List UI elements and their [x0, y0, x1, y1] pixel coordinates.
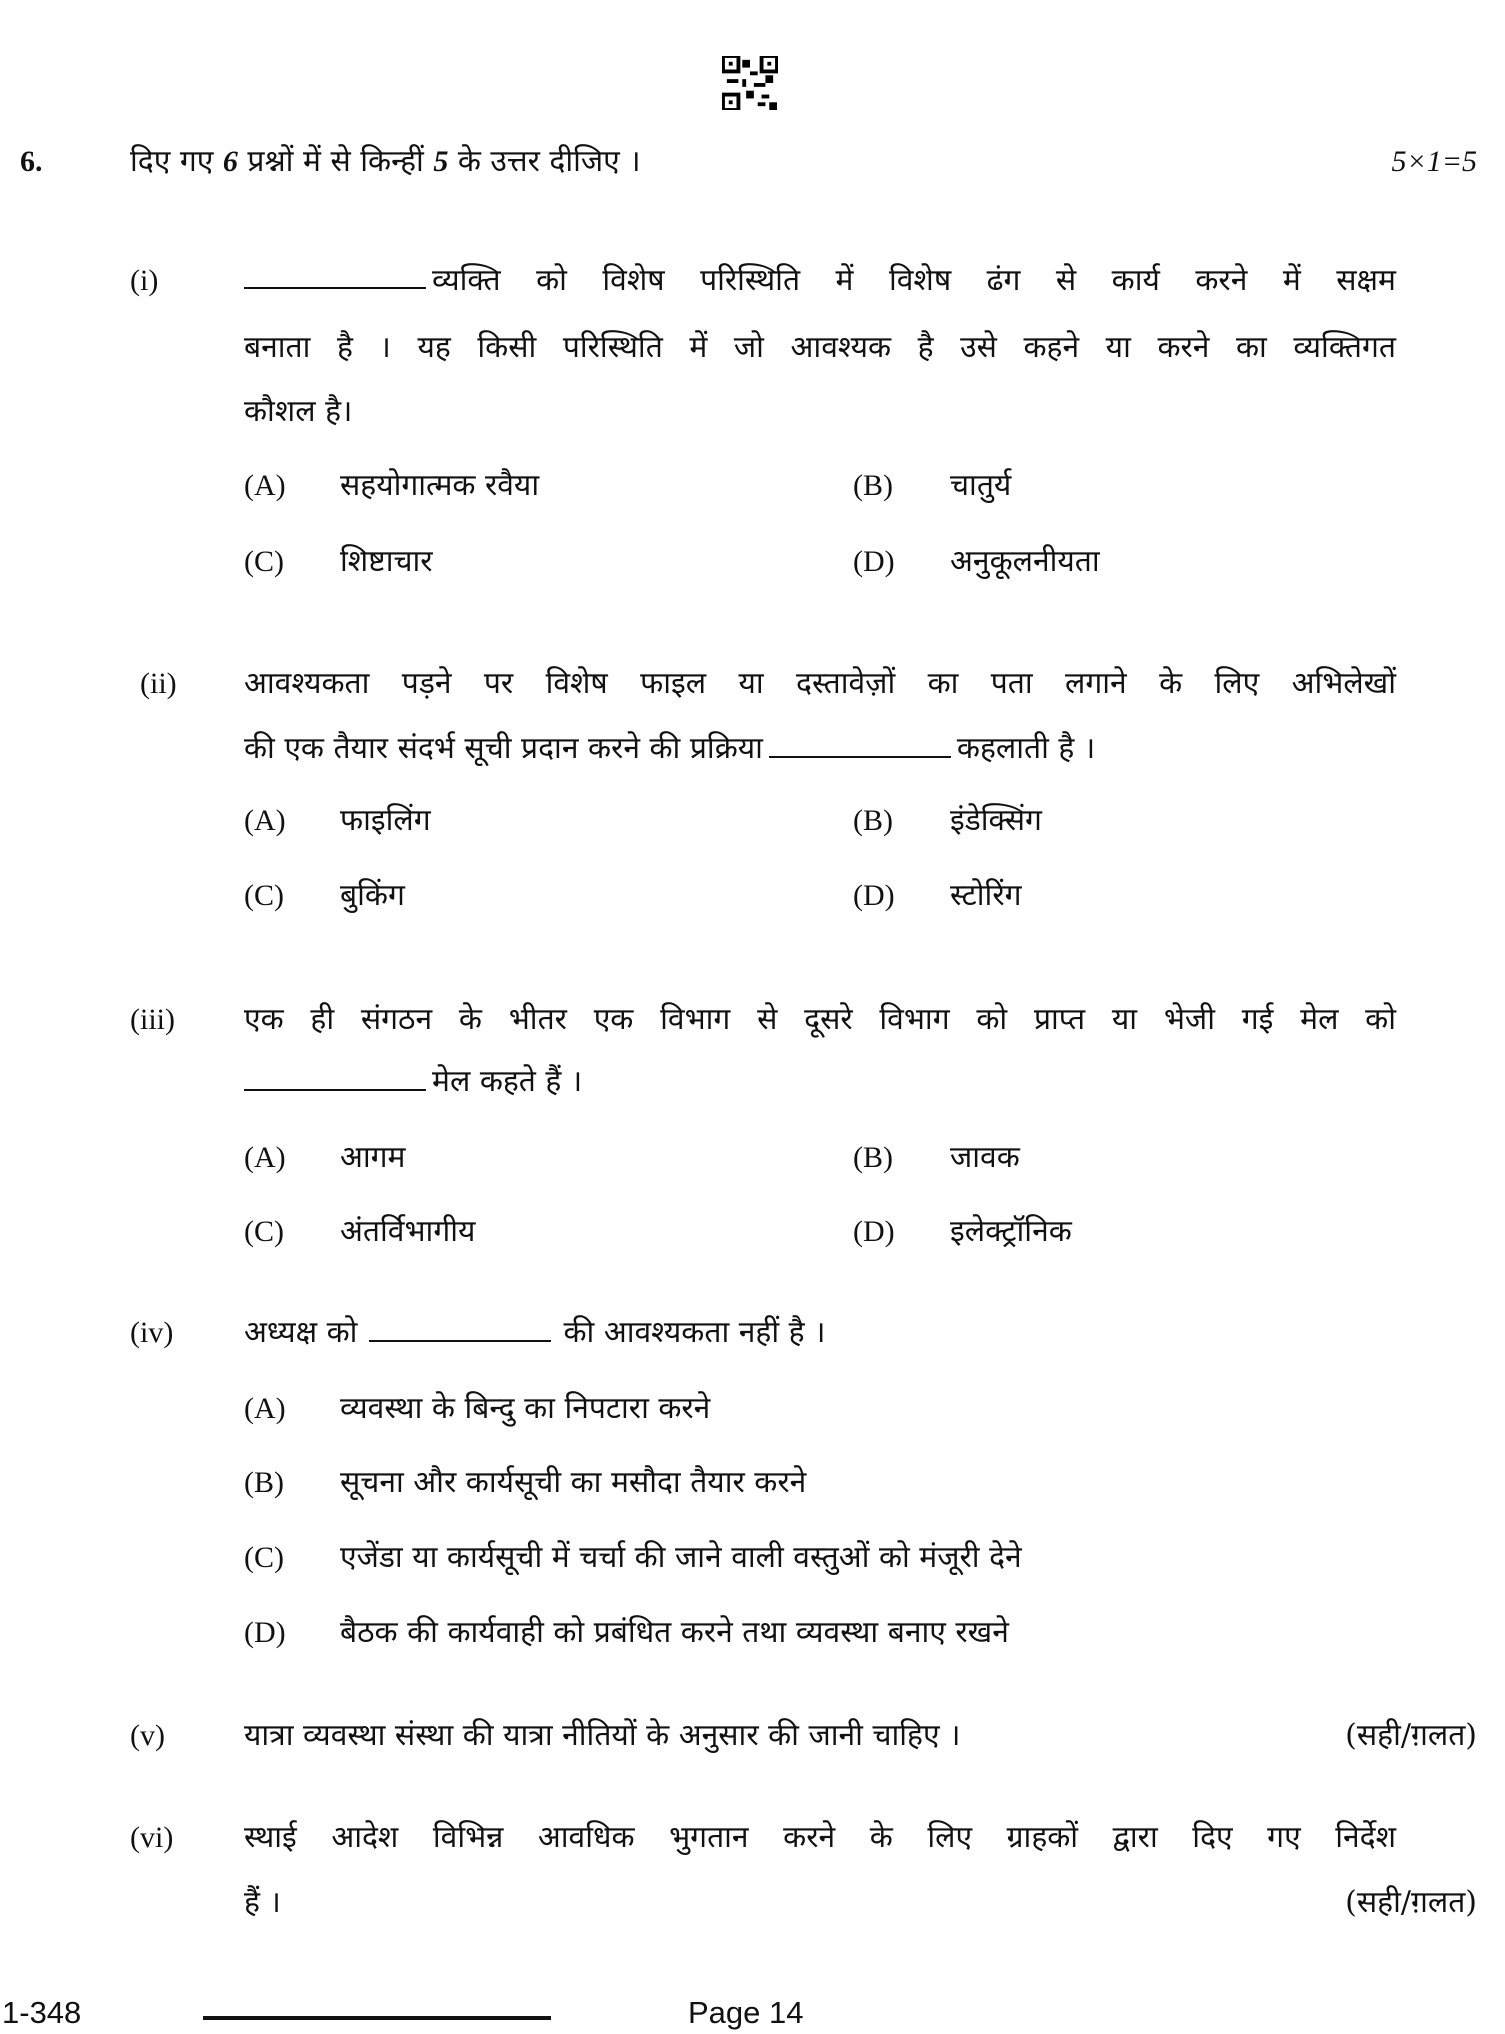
item-text-line — [244, 729, 1095, 769]
item-text: एक ही संगठन के भीतर एक विभाग से दूसरे विभाग को प्राप्त या भेजी गई मेल को — [244, 1002, 1396, 1037]
item-label: (i) — [130, 264, 159, 297]
instruction-text: दिए गए — [130, 144, 214, 179]
item-text: व्यक्ति को विशेष परिस्थिति में विशेष ढंग से कार्य करने में सक्षम — [432, 263, 1396, 298]
item-text-line — [244, 1313, 825, 1353]
option-key: (D) — [853, 545, 895, 578]
option-text: आगम — [340, 1140, 406, 1175]
question-instruction — [130, 142, 641, 182]
option-text: सूचना और कार्यसूची का मसौदा तैयार करने — [340, 1465, 807, 1500]
marks: 5×1=5 — [1391, 145, 1477, 178]
item-text: अध्यक्ष को — [244, 1315, 358, 1350]
option-text: अनुकूलनीयता — [950, 544, 1100, 579]
option-key: (A) — [244, 1141, 286, 1174]
item-label: (vi) — [130, 1821, 174, 1854]
option-text: चातुर्य — [950, 468, 1012, 503]
option-key: (B) — [244, 1466, 284, 1499]
option-key: (B) — [853, 804, 893, 837]
option-key: (D) — [853, 879, 895, 912]
qr-code-icon — [722, 56, 778, 110]
option-key: (C) — [244, 1215, 284, 1248]
option-text: फाइलिंग — [340, 803, 431, 838]
option-text: इंडेक्सिंग — [950, 803, 1042, 838]
true-false-hint: (सही/ग़लत) — [1345, 1718, 1477, 1753]
option-key: (C) — [244, 545, 284, 578]
answer-blank — [244, 261, 426, 289]
item-label: (iv) — [130, 1316, 174, 1349]
option-text: व्यवस्था के बिन्दु का निपटारा करने — [340, 1391, 711, 1426]
option-text: बैठक की कार्यवाही को प्रबंधित करने तथा व्यवस्था बनाए रखने — [340, 1615, 1009, 1650]
item-label: (ii) — [140, 667, 177, 700]
item-text: कौशल है। — [244, 394, 353, 429]
answer-blank — [769, 730, 951, 758]
option-key: (C) — [244, 1541, 284, 1574]
option-key: (C) — [244, 879, 284, 912]
footer-divider — [203, 2016, 551, 2020]
true-false-hint: (सही/ग़लत) — [1345, 1885, 1477, 1920]
option-key: (B) — [853, 469, 893, 502]
item-text: आवश्यकता पड़ने पर विशेष फाइल या दस्तावेज़ों का पता लगाने के लिए अभिलेखों — [244, 666, 1396, 701]
item-text: बनाता है । यह किसी परिस्थिति में जो आवश्यक है उसे कहने या करने का व्यक्तिगत — [244, 330, 1396, 365]
option-key: (D) — [853, 1215, 895, 1248]
item-text: मेल कहते हैं । — [432, 1064, 583, 1099]
item-text: की आवश्यकता नहीं है । — [563, 1315, 826, 1350]
option-key: (A) — [244, 469, 286, 502]
item-label: (iii) — [130, 1003, 175, 1036]
instruction-count-required: 5 — [433, 145, 449, 178]
instruction-count-total: 6 — [222, 145, 238, 178]
item-text: यात्रा व्यवस्था संस्था की यात्रा नीतियों के अनुसार की जानी चाहिए । — [244, 1718, 961, 1753]
answer-blank — [369, 1314, 551, 1342]
option-key: (A) — [244, 804, 286, 837]
item-text-line — [244, 261, 1396, 301]
item-text: की एक तैयार संदर्भ सूची प्रदान करने की प्रक्रिया — [244, 731, 763, 766]
item-text: हैं । — [244, 1885, 281, 1920]
option-text: स्टोरिंग — [950, 878, 1022, 913]
item-text: स्थाई आदेश विभिन्न आवधिक भुगतान करने के लिए ग्राहकों द्वारा दिए गए निर्देश — [244, 1820, 1396, 1855]
option-text: बुकिंग — [340, 878, 405, 913]
question-number: 6. — [20, 145, 43, 178]
item-label: (v) — [130, 1719, 165, 1752]
option-text: शिष्टाचार — [340, 544, 433, 579]
item-text-line — [244, 1062, 582, 1102]
instruction-text: प्रश्नों में से किन्हीं — [247, 144, 424, 179]
option-text: जावक — [950, 1140, 1020, 1175]
option-text: एजेंडा या कार्यसूची में चर्चा की जाने वाली वस्तुओं को मंजूरी देने — [340, 1540, 1022, 1575]
option-key: (D) — [244, 1616, 286, 1649]
option-text: इलेक्ट्रॉनिक — [950, 1214, 1072, 1249]
item-text: कहलाती है । — [956, 731, 1096, 766]
option-key: (B) — [853, 1141, 893, 1174]
option-key: (A) — [244, 1392, 286, 1425]
option-text: सहयोगात्मक रवैया — [340, 468, 540, 503]
paper-code: 1-348 — [2, 1995, 82, 2030]
option-text: अंतर्विभागीय — [340, 1214, 476, 1249]
instruction-text: के उत्तर दीजिए । — [457, 144, 641, 179]
page-number: Page 14 — [688, 1995, 804, 2030]
answer-blank — [244, 1063, 426, 1091]
